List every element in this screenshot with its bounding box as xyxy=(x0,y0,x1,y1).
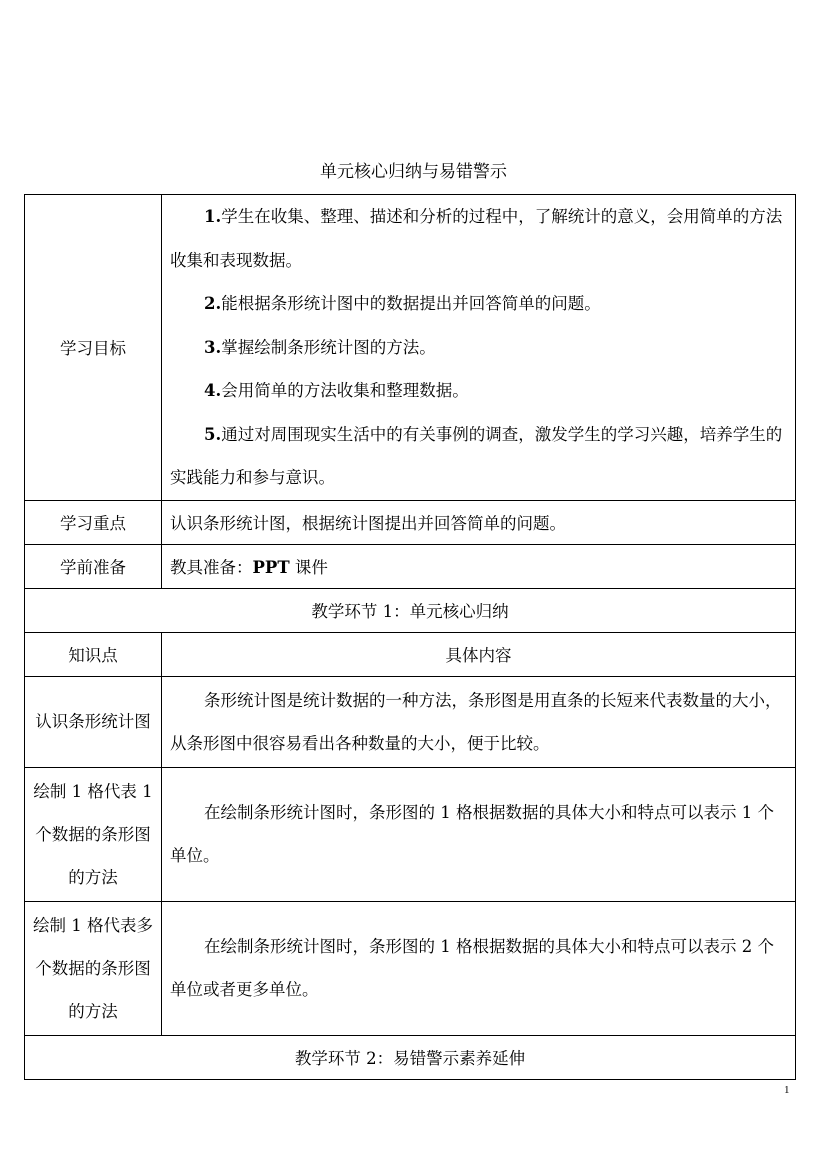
table-row-section1 xyxy=(25,588,796,632)
table-row xyxy=(25,767,796,901)
goal-item: 2.能根据条形统计图中的数据提出并回答简单的问题。 xyxy=(204,294,601,313)
knowledge-label: 认识条形统计图 xyxy=(25,676,162,767)
header-knowledge: 知识点 xyxy=(25,632,162,676)
section2-heading: 教学环节 2：易错警示素养延伸 xyxy=(25,1035,796,1079)
table-row-section2 xyxy=(25,1035,796,1079)
knowledge-label: 绘制 1 格代表 1 个数据的条形图的方法 xyxy=(25,767,162,901)
goal-item: 1.学生在收集、整理、描述和分析的过程中，了解统计的意义，会用简单的方法收集和表现数据。 xyxy=(170,207,783,270)
knowledge-content: 在绘制条形统计图时，条形图的 1 格根据数据的具体大小和特点可以表示 1 个单位。 xyxy=(162,767,796,901)
focus-label: 学习重点 xyxy=(25,500,162,544)
knowledge-label: 绘制 1 格代表多个数据的条形图的方法 xyxy=(25,901,162,1035)
goals-label: 学习目标 xyxy=(25,195,162,501)
table-row-goals xyxy=(25,195,796,501)
knowledge-content: 在绘制条形统计图时，条形图的 1 格根据数据的具体大小和特点可以表示 2 个单位或者更多单位。 xyxy=(162,901,796,1035)
goal-item: 3.掌握绘制条形统计图的方法。 xyxy=(204,337,436,357)
table-row xyxy=(25,901,796,1035)
prep-label: 学前准备 xyxy=(25,544,162,588)
goal-item: 5.通过对周围现实生活中的有关事例的调查，激发学生的学习兴趣，培养学生的实践能力和参与意识。 xyxy=(170,424,783,487)
prep-content: 教具准备：PPT 课件 xyxy=(162,544,796,588)
focus-content: 认识条形统计图，根据统计图提出并回答简单的问题。 xyxy=(162,500,796,544)
lesson-table xyxy=(24,194,796,1080)
table-row-prep xyxy=(25,544,796,588)
page-title: 单元核心归纳与易错警示 xyxy=(320,162,507,182)
knowledge-content: 条形统计图是统计数据的一种方法，条形图是用直条的长短来代表数量的大小，从条形图中很容易看出各种数量的大小，便于比较。 xyxy=(162,676,796,767)
goals-content xyxy=(162,195,796,501)
page-number: 1 xyxy=(784,1084,790,1096)
table-row xyxy=(25,676,796,767)
header-content: 具体内容 xyxy=(162,632,796,676)
section1-heading: 教学环节 1：单元核心归纳 xyxy=(25,588,796,632)
table-row-focus xyxy=(25,500,796,544)
goal-item: 4.会用简单的方法收集和整理数据。 xyxy=(204,381,469,400)
table-row-header xyxy=(25,632,796,676)
